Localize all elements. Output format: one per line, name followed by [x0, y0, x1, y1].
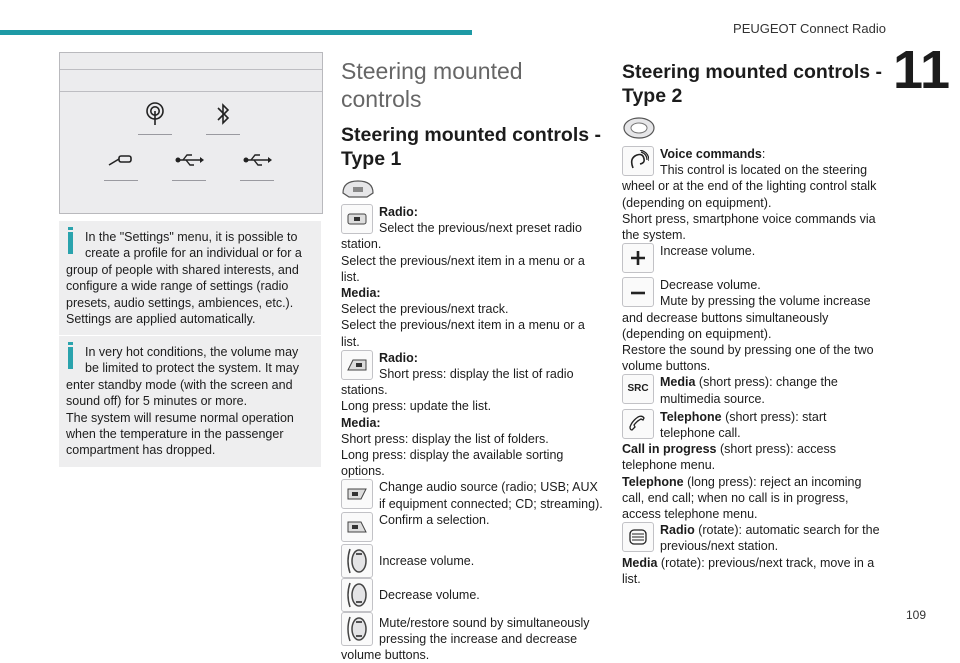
media-text: Select the previous/next track.	[341, 302, 509, 317]
source-text: Change audio source (radio; USB; AUX if equipment connected; CD; streaming).	[379, 480, 603, 511]
steering-wheel-thumb	[341, 179, 606, 201]
voice-label: Voice commands	[660, 147, 762, 161]
src-icon: SRC	[622, 374, 654, 404]
chapter-number: 11	[893, 40, 951, 100]
telephone-block	[622, 409, 884, 522]
radio-text: (rotate): automatic search for the previous/next station.	[660, 523, 880, 554]
volume-up-text: Increase volume.	[379, 553, 475, 568]
seek-button-icon	[341, 204, 373, 234]
volume-up-text: Increase volume.	[660, 244, 756, 259]
note-text: In very hot conditions, the volume may be limited to protect the system. It may enter standby mode (with the screen and sound off) for 5 minutes or more.	[66, 345, 299, 409]
confirm-button-icon	[341, 512, 373, 542]
voice-colon: :	[761, 147, 766, 161]
usb-icon	[172, 145, 206, 175]
media-text: Long press: display the available sorting options.	[341, 448, 564, 479]
radio-select-block	[341, 204, 606, 350]
volume-down-block	[622, 277, 884, 374]
note-text: In the "Settings" menu, it is possible to create a profile for an individual or for a group of people with shared interests, and configure a wide range of settings (radio presets, audio settings, ambiences, etc.). Settings are applied automatically.	[66, 230, 302, 327]
panel-divider	[60, 91, 322, 92]
phone-icon	[622, 409, 654, 439]
info-icon	[68, 232, 73, 254]
usb-icon	[240, 145, 274, 175]
column-type2	[622, 60, 884, 587]
connector-panel-illustration	[59, 52, 323, 214]
volume-up-wheel-icon	[341, 544, 373, 578]
volume-up-block	[622, 243, 884, 273]
media-label: Media	[622, 555, 658, 570]
voice-block	[622, 146, 884, 243]
section-subtitle: Steering mounted controls - Type 2	[622, 61, 883, 107]
media-text: (rotate): previous/next track, move in a list.	[622, 555, 875, 586]
mute-text: Mute/restore sound by simultaneously pressing the increase and decrease volume buttons.	[341, 615, 590, 663]
wifi-icon	[138, 99, 172, 129]
mute-text: Mute by pressing the volume increase and decrease buttons simultaneously (depending on equipment).	[622, 294, 871, 341]
telephone-label: Telephone	[660, 409, 722, 424]
section-subtitle: Steering mounted controls - Type 1	[341, 124, 602, 170]
note-text: The system will resume normal operation when the temperature in the passenger compartment has dropped.	[66, 410, 294, 458]
radio-list-block	[341, 350, 606, 480]
call-label: Call in progress	[622, 442, 717, 457]
info-icon	[68, 347, 73, 369]
panel-divider	[60, 69, 322, 70]
telephone-label: Telephone	[622, 474, 684, 489]
media-text: (short press): change the multimedia source.	[660, 375, 838, 406]
radio-label: Radio:	[379, 205, 418, 219]
voice-text: This control is located on the steering wheel or at the end of the lighting control stalk (depending on equipment).	[622, 163, 877, 210]
confirm-block	[341, 512, 606, 542]
restore-text: Restore the sound by pressing one of the two volume buttons.	[622, 343, 874, 374]
plus-icon	[622, 243, 654, 273]
info-note-settings	[59, 221, 321, 335]
radio-text: Short press: display the list of radio stations.	[341, 367, 574, 398]
radio-label: Radio:	[379, 350, 418, 365]
confirm-text: Confirm a selection.	[379, 512, 490, 527]
bluetooth-icon	[206, 99, 240, 129]
steering-wheel-thumb	[622, 116, 884, 146]
src-block	[622, 374, 884, 406]
radio-text: Long press: update the list.	[341, 399, 492, 414]
telephone-text: (short press): start telephone call.	[660, 409, 827, 441]
media-label: Media:	[341, 286, 381, 301]
radio-text: Select the previous/next item in a menu or a list.	[341, 253, 585, 284]
aux-jack-icon	[104, 145, 138, 175]
media-text: Select the previous/next item in a menu or a list.	[341, 318, 585, 349]
minus-icon	[622, 277, 654, 307]
radio-text: Select the previous/next preset radio station.	[341, 221, 582, 252]
volume-down-text: Decrease volume.	[379, 587, 480, 602]
page-number: 109	[905, 608, 926, 622]
volume-down-wheel-icon	[341, 578, 373, 612]
volume-down-block	[341, 578, 606, 612]
thumbwheel-icon	[622, 522, 654, 552]
source-button-icon	[341, 479, 373, 509]
telephone-text: (long press): reject an incoming call, end call; when no call is in progress, access telephone menu.	[622, 474, 862, 522]
info-note-temperature	[59, 336, 321, 467]
column-type1	[341, 57, 606, 663]
voice-text: Short press, smartphone voice commands via the system.	[622, 211, 876, 243]
list-button-icon	[341, 350, 373, 380]
header-accent-bar	[0, 30, 472, 35]
voice-command-icon	[622, 146, 654, 176]
call-text: (short press): access telephone menu.	[622, 442, 836, 473]
section-title: Steering mounted controls	[341, 58, 523, 112]
media-label: Media:	[341, 415, 381, 430]
media-label: Media	[660, 375, 696, 390]
thumbwheel-block	[622, 522, 884, 587]
radio-label: Radio	[660, 523, 695, 538]
source-block	[341, 479, 606, 511]
mute-block	[341, 612, 606, 663]
volume-down-text: Decrease volume.	[660, 278, 761, 293]
media-text: Short press: display the list of folders.	[341, 431, 549, 446]
volume-up-block	[341, 544, 606, 578]
running-header: PEUGEOT Connect Radio	[733, 21, 886, 36]
mute-wheel-icon	[341, 612, 373, 646]
